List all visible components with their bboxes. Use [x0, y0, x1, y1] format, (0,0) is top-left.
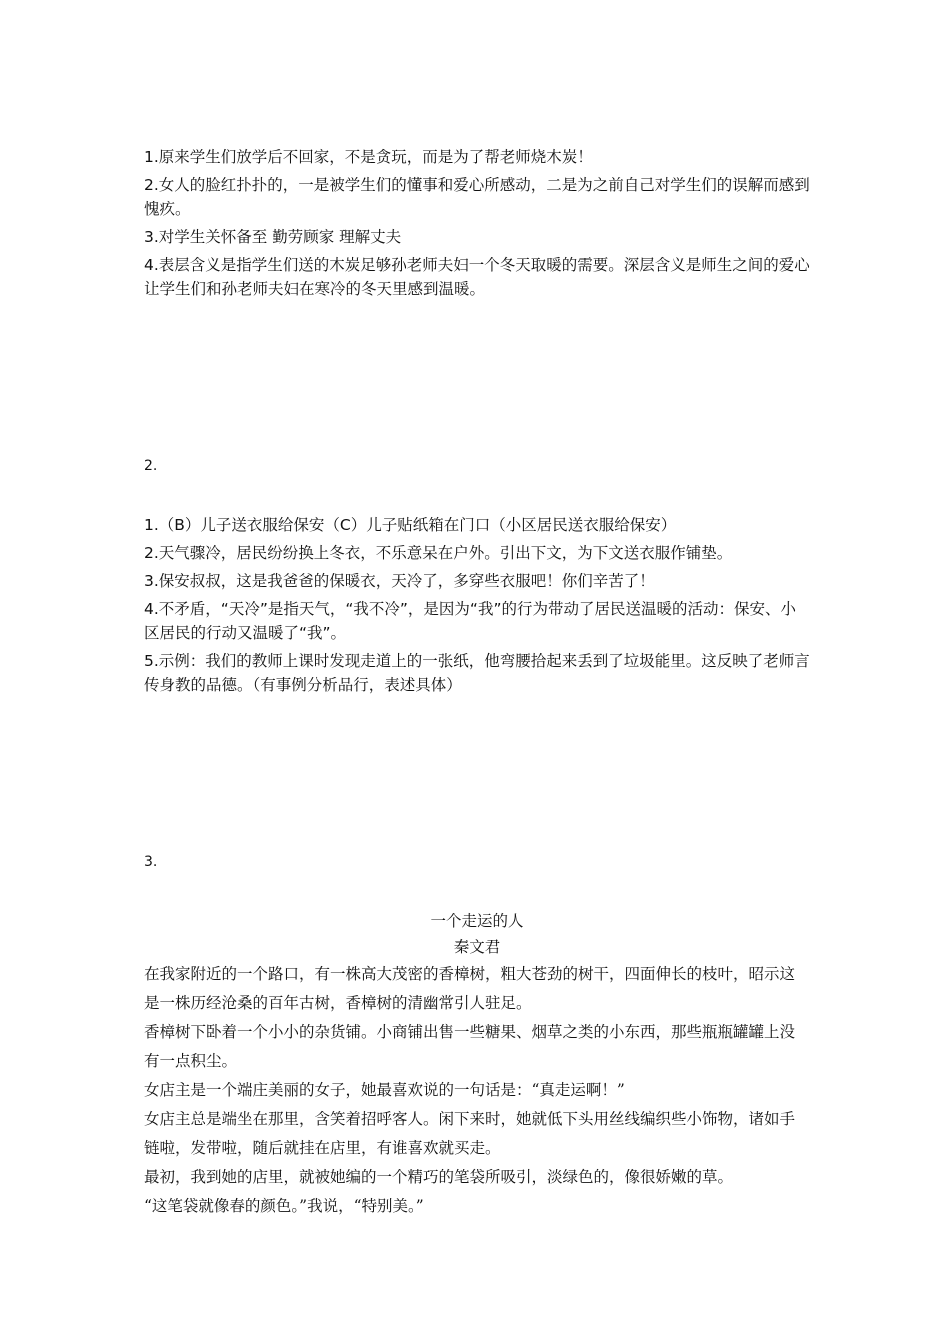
- section1-answers: [144, 145, 810, 305]
- answer-1-3: 3.对学生关怀备至 勤劳顾家 理解丈夫: [144, 228, 402, 246]
- answer-1-1: 1.原来学生们放学后不回家，不是贪玩，而是为了帮老师烧木炭！: [144, 148, 593, 166]
- answer-2-1: 1.（B）儿子送衣服给保安（C）儿子贴纸箱在门口（小区居民送衣服给保安）: [144, 516, 677, 534]
- answer-2-4: 4.不矛盾，“天冷”是指天气，“我不冷”，是因为“我”的行为带动了居民送温暖的活动：保安、小区居民的行动又温暖了“我”。: [144, 600, 796, 642]
- story-title: 一个走运的人: [430, 912, 524, 930]
- answer-2-3: 3.保安叔叔，这是我爸爸的保暖衣，天冷了，多穿些衣服吧！你们辛苦了！: [144, 572, 655, 590]
- story-paragraph: 香樟树下卧着一个小小的杂货铺。小商铺出售一些糖果、烟草之类的小东西，那些瓶瓶罐罐上没有一点积尘。: [144, 1023, 796, 1070]
- story: [144, 908, 810, 1221]
- story-author: 秦文君: [453, 938, 501, 956]
- story-paragraph: “这笔袋就像春的颜色。”我说，“特别美。”: [144, 1197, 424, 1215]
- story-paragraph: 最初，我到她的店里，就被她编的一个精巧的笔袋所吸引，淡绿色的，像很娇嫩的草。: [144, 1168, 734, 1186]
- section2-number: 2.: [144, 458, 158, 474]
- story-paragraph: 女店主是一个端庄美丽的女子，她最喜欢说的一句话是：“真走运啊！”: [144, 1081, 625, 1099]
- answer-1-2: 2.女人的脸红扑扑的，一是被学生们的懂事和爱心所感动，二是为之前自己对学生们的误解而感到愧疚。: [144, 176, 810, 218]
- answer-1-4: 4.表层含义是指学生们送的木炭足够孙老师夫妇一个冬天取暖的需要。深层含义是师生之间的爱心让学生们和孙老师夫妇在寒冷的冬天里感到温暖。: [144, 256, 810, 298]
- answer-2-2: 2.天气骤冷，居民纷纷换上冬衣，不乐意呆在户外。引出下文，为下文送衣服作铺垫。: [144, 544, 733, 562]
- answer-2-5: 5.示例：我们的教师上课时发现走道上的一张纸，他弯腰拾起来丢到了垃圾能里。这反映了老师言传身教的品德。（有事例分析品行，表述具体）: [144, 652, 810, 694]
- section3-number: 3.: [144, 854, 158, 870]
- story-paragraph: 女店主总是端坐在那里，含笑着招呼客人。闲下来时，她就低下头用丝线编织些小饰物，诸如手链啦，发带啦，随后就挂在店里，有谁喜欢就买走。: [144, 1110, 796, 1157]
- story-paragraph: 在我家附近的一个路口，有一株高大茂密的香樟树，粗大苍劲的树干，四面伸长的枝叶，昭示这是一株历经沧桑的百年古树，香樟树的清幽常引人驻足。: [144, 965, 796, 1012]
- section2-answers: [144, 513, 810, 701]
